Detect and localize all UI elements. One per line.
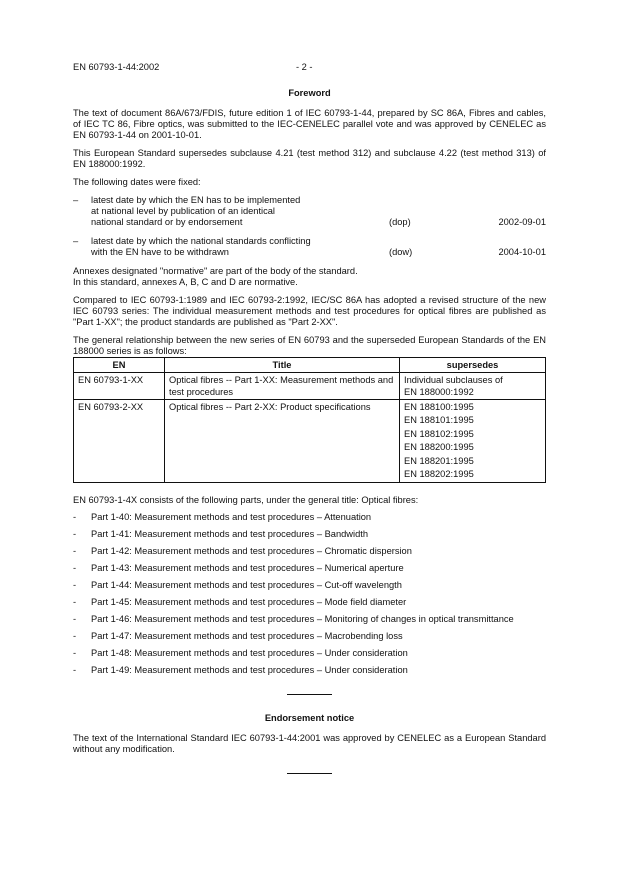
foreword-paragraph-1: The text of document 86A/673/FDIS, future edition 1 of IEC 60793-1-44, prepared by SC 86A, Fibres and cables, of IEC TC 86, Fibre optics, was submitted to the IEC-CENELEC parallel vote and was approved by CENELEC as EN 60793-1-44 on 2001-10-01.	[73, 108, 546, 140]
list-item: - Part 1-44: Measurement methods and test procedures – Cut-off wavelength	[73, 580, 402, 591]
cell-title: Optical fibres -- Part 1-XX: Measurement methods and test procedures	[165, 373, 400, 400]
date-code: (dow)	[389, 247, 413, 257]
date-description: latest date by which the national standards conflicting with the EN have to be withdrawn	[91, 236, 311, 257]
list-dash: –	[73, 195, 79, 205]
foreword-paragraph-5: The general relationship between the new series of EN 60793 and the superseded European Standards of the EN 188000 series is as follows:	[73, 335, 546, 356]
list-item: - Part 1-47: Measurement methods and test procedures – Macrobending loss	[73, 631, 403, 642]
foreword-paragraph-3: The following dates were fixed:	[73, 177, 201, 187]
date-code: (dop)	[389, 217, 411, 227]
list-item: - Part 1-48: Measurement methods and test procedures – Under consideration	[73, 648, 408, 659]
foreword-paragraph-2: This European Standard supersedes subclause 4.21 (test method 312) and subclause 4.22 (test method 313) of EN 188000:1992.	[73, 148, 546, 169]
parts-intro: EN 60793-1-4X consists of the following parts, under the general title: Optical fibres:	[73, 495, 419, 506]
table-row	[74, 373, 546, 400]
cell-en: EN 60793-2-XX	[74, 400, 165, 483]
parts-list	[73, 512, 546, 676]
list-dash: –	[73, 236, 79, 246]
list-item: - Part 1-46: Measurement methods and test procedures – Monitoring of changes in optical transmittance	[73, 614, 514, 625]
date-value: 2004-10-01	[498, 247, 546, 257]
document-body	[73, 88, 546, 792]
cell-en: EN 60793-1-XX	[74, 373, 165, 400]
dates-list	[73, 195, 546, 258]
cell-supersedes: EN 188100:1995 EN 188101:1995 EN 188102:1995 EN 188200:1995 EN 188201:1995 EN 188202:1995	[400, 400, 546, 483]
column-header-en: EN	[74, 358, 165, 373]
list-item: - Part 1-49: Measurement methods and test procedures – Under consideration	[73, 665, 408, 676]
list-item: - Part 1-43: Measurement methods and test procedures – Numerical aperture	[73, 563, 404, 574]
date-value: 2002-09-01	[498, 217, 546, 227]
section-divider	[287, 773, 332, 774]
date-item-dop	[73, 195, 546, 228]
date-description: latest date by which the EN has to be implemented at national level by publication of an identical national standard or by endorsement	[91, 195, 301, 227]
annex-note: Annexes designated "normative" are part of the body of the standard. In this standard, annexes A, B, C and D are normative.	[73, 266, 358, 287]
foreword-heading: Foreword	[288, 88, 331, 98]
cell-supersedes: Individual subclauses of EN 188000:1992	[400, 373, 546, 400]
list-item: - Part 1-45: Measurement methods and test procedures – Mode field diameter	[73, 597, 407, 608]
section-divider	[287, 694, 332, 695]
page-number: - 2 -	[296, 62, 313, 72]
list-item: - Part 1-42: Measurement methods and test procedures – Chromatic dispersion	[73, 546, 412, 557]
cell-title: Optical fibres -- Part 2-XX: Product specifications	[165, 400, 400, 483]
column-header-title: Title	[165, 358, 400, 373]
column-header-supersedes: supersedes	[400, 358, 546, 373]
table-header-row	[74, 358, 546, 373]
endorsement-heading: Endorsement notice	[264, 713, 355, 724]
table-row	[74, 400, 546, 483]
date-item-dow	[73, 236, 546, 258]
document-id: EN 60793-1-44:2002	[73, 62, 160, 72]
endorsement-text: The text of the International Standard IEC 60793-1-44:2001 was approved by CENELEC as a European Standard without any modification.	[73, 733, 546, 755]
relationship-table	[73, 357, 546, 483]
list-item: - Part 1-41: Measurement methods and test procedures – Bandwidth	[73, 529, 368, 540]
list-item: - Part 1-40: Measurement methods and test procedures – Attenuation	[73, 512, 372, 523]
foreword-paragraph-4: Compared to IEC 60793-1:1989 and IEC 60793-2:1992, IEC/SC 86A has adopted a revised structure of the new IEC 60793 series: The individual measurement methods and test procedures for optical fibres are published as "Part 1-XX"; the product standards are published as "Part 2-XX".	[73, 295, 546, 327]
